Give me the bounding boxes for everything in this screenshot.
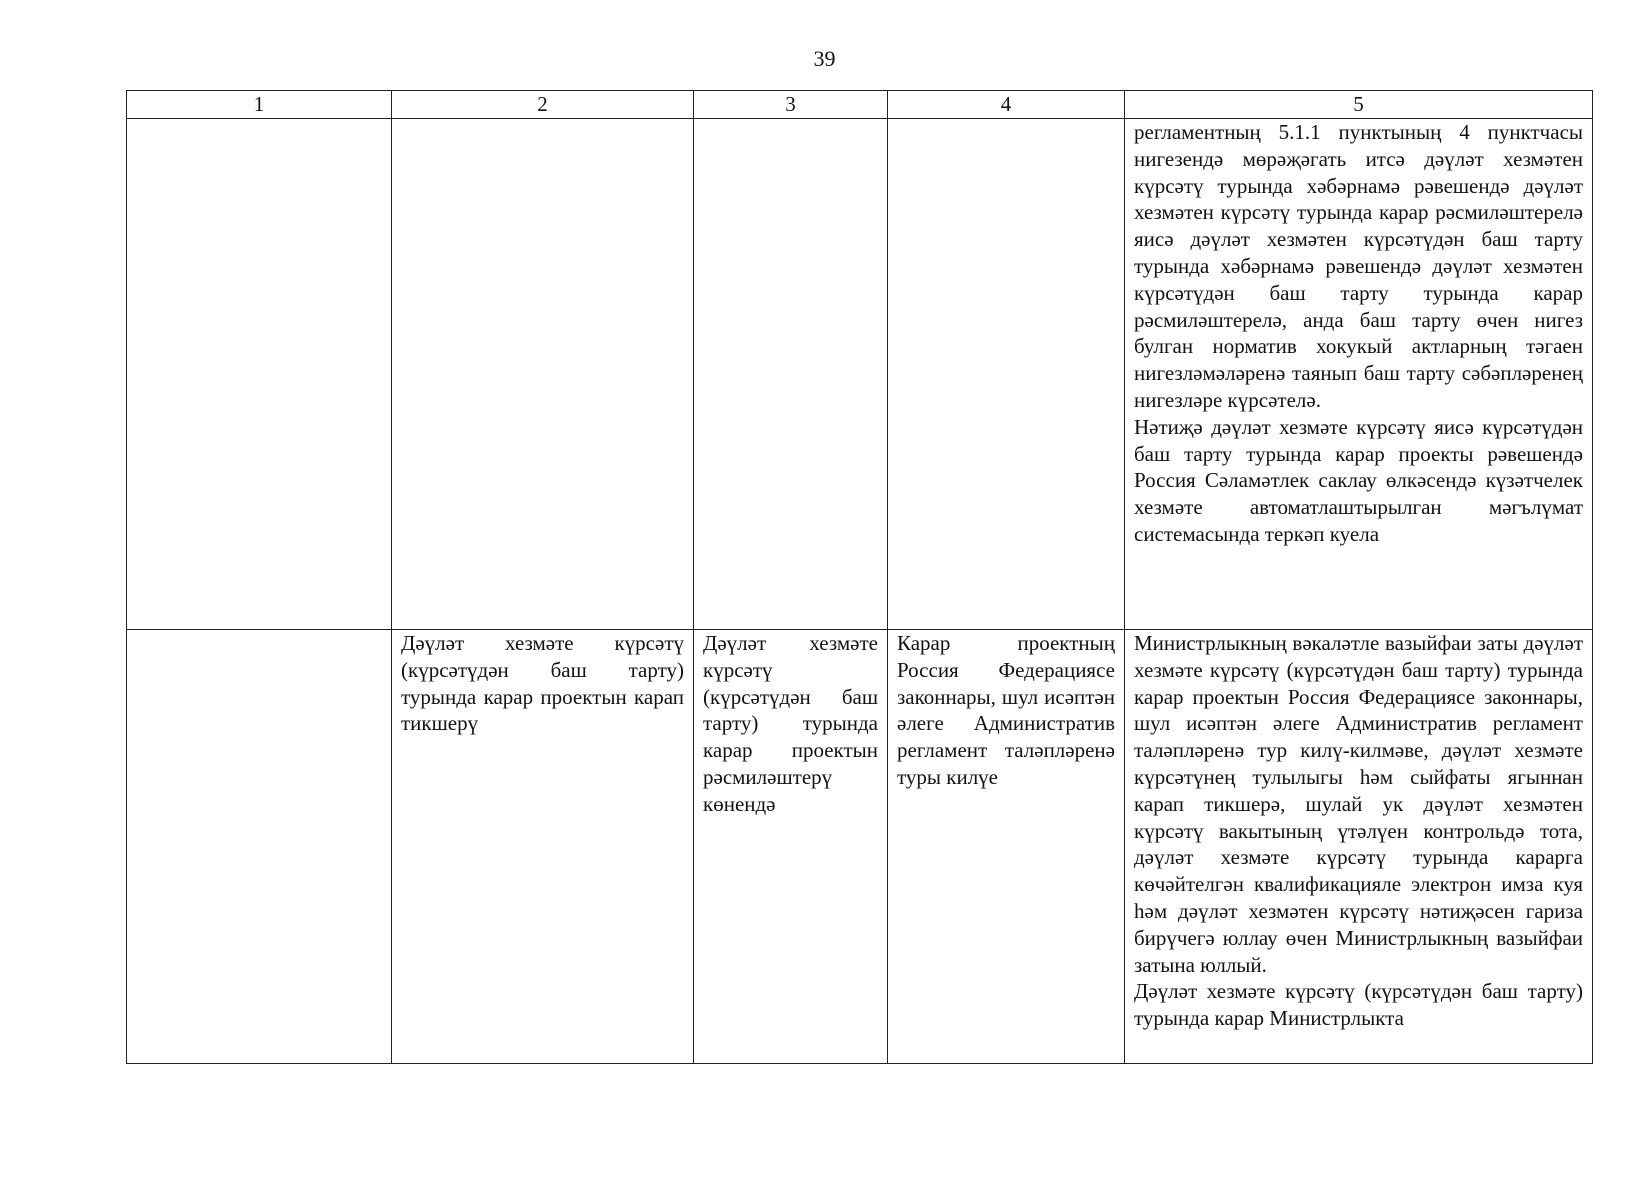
column-header-2: 2 bbox=[392, 91, 694, 119]
row1-col1-cell bbox=[127, 119, 392, 630]
row2-action-text: Дәүләт хезмәте күрсәтү (күрсәтүдән баш тарту) турында карар проектын карап тикшерү bbox=[401, 631, 684, 736]
row2-col3-cell bbox=[694, 630, 888, 1064]
column-header-1: 1 bbox=[127, 91, 392, 119]
row1-result-paragraph-2: Нәтиҗә дәүләт хезмәте күрсәтү яисә күрсәтүдән баш тарту турында карар проекты рәвешендә Россия Сәламәтлек саклау өлкәсендә күзәтчелек хезмәте автоматлаштырылган мәгълүмат системасында теркәп куела bbox=[1134, 414, 1583, 546]
regulation-table bbox=[126, 90, 1593, 1064]
row2-col1-cell bbox=[127, 630, 392, 1064]
row1-result-paragraph-1: регламентның 5.1.1 пунктының 4 пунктчасы нигезендә мөрәҗәгать итсә дәүләт хезмәтен күрсәтү турында хәбәрнамә рәвешендә дәүләт хезмәтен күрсәтү турында карар рәсмиләштерелә яисә дәүләт хезмәтен күрсәтүдән баш тарту турында хәбәрнамә рәвешендә дәүләт хезмәтен күрсәтүдән баш тарту турында карар рәсмиләштерелә, анда баш тарту өчен нигез булган норматив хокукый актларның тәгаен нигезләмәләренә таянып баш тарту сәбәпләренең нигезләре күрсәтелә. bbox=[1134, 120, 1583, 412]
row2-timing-text: Дәүләт хезмәте күрсәтү (күрсәтүдән баш тарту) турында карар проектын рәсмиләштерү көнендә bbox=[703, 631, 878, 816]
row2-result-paragraph-1: Министрлыкның вәкаләтле вазыйфаи заты дәүләт хезмәте күрсәтү (күрсәтүдән баш тарту) турында карар проектын Россия Федерациясе законнары, шул исәптән әлеге Административ регламент таләпләренә тур килү-килмәве, дәүләт хезмәте күрсәтүнең тулылыгы һәм сыйфаты ягыннан карап тикшерә, шулай ук дәүләт хезмәтен күрсәтү вакытының үтәлүен контрольдә тота, дәүләт хезмәте күрсәтү турында карарга көчәйтелгән квалификацияле электрон имза куя һәм дәүләт хезмәтен күрсәтү нәтиҗәсен гариза бирүчегә юллау өчен Министрлыкның вазыйфаи затына юллый. bbox=[1134, 631, 1583, 977]
row1-col5-cell bbox=[1125, 119, 1593, 630]
page-number: 39 bbox=[813, 46, 836, 71]
row1-col2-cell bbox=[392, 119, 694, 630]
table-row bbox=[127, 630, 1593, 1064]
row2-col4-cell bbox=[888, 630, 1125, 1064]
row1-col3-cell bbox=[694, 119, 888, 630]
row2-criteria-text: Карар проектның Россия Федерациясе законнары, шул исәптән әлеге Административ регламент таләпләренә туры килүе bbox=[897, 631, 1115, 789]
row2-result-paragraph-2: Дәүләт хезмәте күрсәтү (күрсәтүдән баш тарту) турында карар Министрлыкта bbox=[1134, 979, 1583, 1031]
column-header-4: 4 bbox=[888, 91, 1125, 119]
column-header-3: 3 bbox=[694, 91, 888, 119]
header-row bbox=[127, 91, 1593, 119]
table-row bbox=[127, 119, 1593, 630]
row2-col5-cell bbox=[1125, 630, 1593, 1064]
row2-col2-cell bbox=[392, 630, 694, 1064]
row1-col4-cell bbox=[888, 119, 1125, 630]
column-header-5: 5 bbox=[1125, 91, 1593, 119]
